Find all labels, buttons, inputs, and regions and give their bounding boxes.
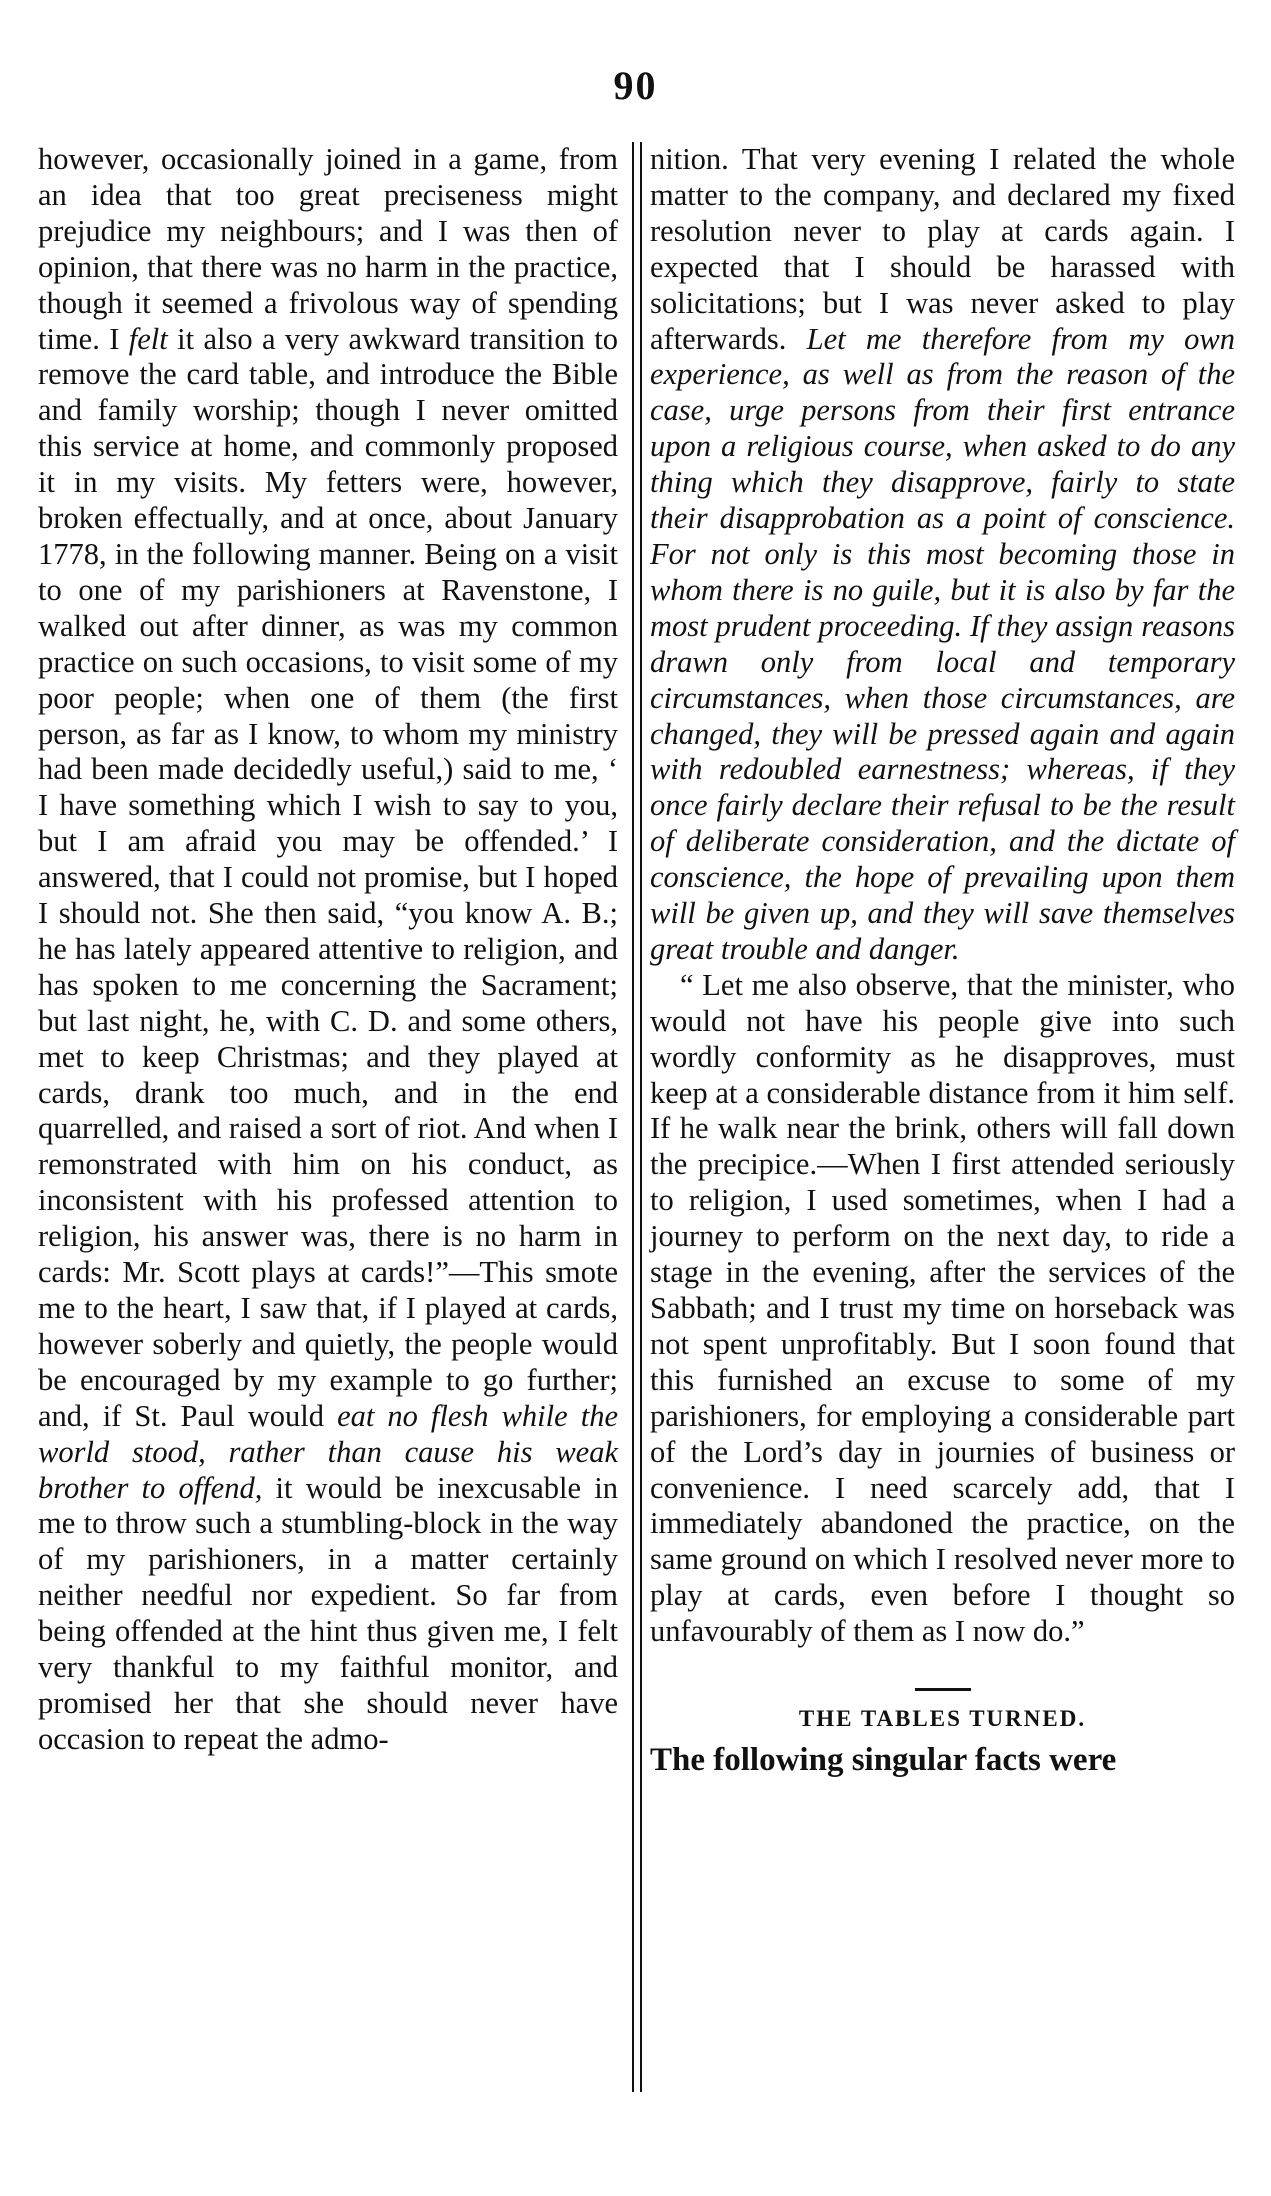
left-column-paragraph [38,142,618,1758]
left-column [38,142,618,1758]
column-divider [632,142,642,2092]
section-heading: THE TABLES TURNED. [798,1706,1087,1732]
right-column [650,142,1235,1779]
text-run: nition. That very evening I related the whole matter to the company, and declared my fixed resolution never to play at cards again. I expected that I should be harassed with solicitations; but I was never asked to play afterwards. [650,142,1235,356]
section-first-line: The following singular facts were [650,1741,1117,1778]
text-run-italic: Let me therefore from my own experience, as well as from the reason of the case, urge persons from their first entrance upon a religious course, when asked to do any thing which they disapprove, fairly to state their disapprobation as a point of conscience. [650,321,1236,536]
page-number: 90 [613,63,658,108]
text-run-italic: eat no flesh while the world stood, rather than cause his weak brother to offend, [38,1398,618,1505]
section-separator [915,1688,971,1691]
text-run-italic: For not only is this most becoming those in whom there is no guile, but it is also by far the most prudent proceeding. If they assign reasons drawn only from local and temporary circumstances, when those circumstances, are changed, they will be pressed again and again with redoubled earnestness; whereas, if they once fairly declare their refusal to be the result of deliberate consideration, and the dictate of conscience, the hope of prevailing upon them will be given up, and they will save themselves great trouble and danger. [650,536,1235,966]
right-column-paragraph [650,142,1235,968]
text-run-italic: felt [128,321,168,356]
right-column-paragraph-2: “ Let me also observe, that the minister, who would not have his people give into such wordly conformity as he disapproves, must keep at a considerable distance from it him self. If he walk near the brink, others will fall down the precipice.—When I first attended seriously to religion, I used sometimes, when I had a journey to perform on the next day, to ride a stage in the evening, after the services of the Sabbath; and I trust my time on horseback was not spent unprofitably. But I soon found that this furnished an excuse to some of my parishioners, for employing a considerable part of the Lord’s day in journies of business or convenience. I need scarcely add, that I immediately abandoned the practice, on the same ground on which I resolved never more to play at cards, even before I thought so unfavourably of them as I now do.” [650,967,1235,1649]
text-run: however, occasionally joined in a game, from an idea that too great preciseness might prejudice my neighbours; and I was then of opinion, that there was no harm in the practice, though it seemed a frivolous way of spending time. I [38,142,618,356]
text-run: it would be inexcusable in me to throw such a stumbling-block in the way of my parishioners, in a matter certainly neither needful nor expedient. So far from being offended at the hint thus given me, I felt very thankful to my faithful monitor, and promised her that she should never have occasion to repeat the admo- [38,1470,618,1756]
text-run: it also a very awkward transition to remove the card table, and introduce the Bible and family worship; though I never omitted this service at home, and commonly proposed it in my visits. My fetters were, however, broken effectually, and at once, about January 1778, in the following manner. Being on a visit to one of my parishioners at Ravenstone, I walked out after dinner, as was my common practice on such occasions, to visit some of my poor people; when one of them (the first person, as far as I know, to whom my ministry had been made decidedly useful,) said to me, ‘ I have something which I wish to say to you, but I am afraid you may be offended.’ I answered, that I could not promise, but I hoped I should not. She then said, “you know A. B.; he has lately appeared attentive to religion, and has spoken to me concerning the Sacrament; but last night, he, with C. D. and some others, met to keep Christmas; and they played at cards, drank too much, and in the end quarrelled, and raised a sort of riot. And when I remonstrated with him on his conduct, as inconsistent with his professed attention to religion, his answer was, there is no harm in cards: Mr. Scott plays at cards!”—This smote me to the heart, I saw that, if I played at cards, however soberly and quietly, the people would be encouraged by my example to go further; and, if St. Paul would [38,321,618,1433]
